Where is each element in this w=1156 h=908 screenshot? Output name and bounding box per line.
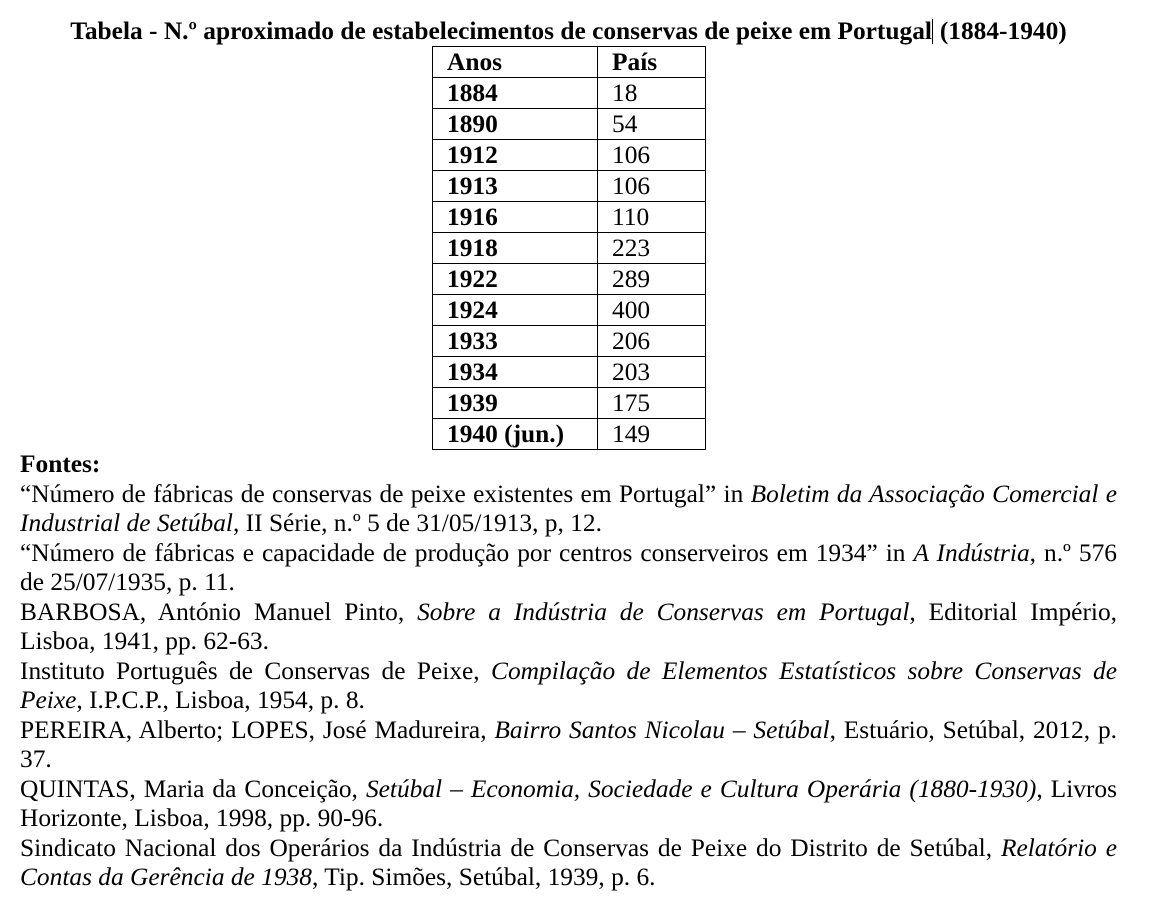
year-cell: 1922 bbox=[433, 264, 598, 295]
establishments-count-cell: 54 bbox=[598, 109, 706, 140]
column-header-anos: Anos bbox=[433, 47, 598, 78]
year-cell: 1934 bbox=[433, 357, 598, 388]
year-cell: 1890 bbox=[433, 109, 598, 140]
year-cell: 1912 bbox=[433, 140, 598, 171]
table-title bbox=[20, 17, 1117, 46]
source-text: , Editorial Império, bbox=[909, 597, 1118, 626]
table-row bbox=[433, 419, 706, 450]
source-line bbox=[20, 775, 1117, 805]
source-title-text: Industrial de Setúbal bbox=[20, 509, 233, 537]
establishments-table bbox=[432, 46, 706, 450]
source-line bbox=[20, 745, 1117, 775]
source-title-text: Contas da Gerência de 1938 bbox=[20, 863, 312, 891]
source-text: Lisboa, 1941, pp. 62-63. bbox=[20, 627, 269, 655]
table-body bbox=[433, 78, 706, 450]
source-entry bbox=[20, 716, 1117, 775]
source-text: “Número de fábricas de conservas de peixe existentes em Portugal” in bbox=[20, 479, 751, 508]
source-entry bbox=[20, 834, 1117, 893]
year-cell: 1924 bbox=[433, 295, 598, 326]
establishments-count-cell: 289 bbox=[598, 264, 706, 295]
column-header-pais: País bbox=[598, 47, 706, 78]
establishments-count-cell: 175 bbox=[598, 388, 706, 419]
year-cell: 1913 bbox=[433, 171, 598, 202]
source-title-text: A Indústria bbox=[913, 538, 1030, 567]
sources-list bbox=[20, 480, 1117, 893]
source-line bbox=[20, 509, 1117, 539]
table-header-row bbox=[433, 47, 706, 78]
table-row bbox=[433, 233, 706, 264]
source-title-text: Relatório e bbox=[1000, 833, 1118, 862]
source-title-text: Sobre a Indústria de Conservas em Portugal bbox=[417, 597, 910, 626]
sources-section bbox=[20, 450, 1117, 893]
source-title-text: Setúbal – Economia, Sociedade e Cultura Operária (1880-1930) bbox=[365, 774, 1037, 803]
source-line bbox=[20, 863, 1117, 893]
source-entry bbox=[20, 598, 1117, 657]
source-line bbox=[20, 834, 1117, 864]
table-row bbox=[433, 388, 706, 419]
source-line bbox=[20, 716, 1117, 746]
table-row bbox=[433, 202, 706, 233]
source-text: “Número de fábricas e capacidade de produção por centros conserveiros em 1934” in bbox=[20, 538, 914, 567]
table-row bbox=[433, 140, 706, 171]
year-cell: 1918 bbox=[433, 233, 598, 264]
source-text: Horizonte, Lisboa, 1998, pp. 90-96. bbox=[20, 804, 384, 832]
source-line bbox=[20, 686, 1117, 716]
establishments-count-cell: 149 bbox=[598, 419, 706, 450]
source-entry bbox=[20, 775, 1117, 834]
source-line bbox=[20, 598, 1117, 628]
source-text: Sindicato Nacional dos Operários da Indústria de Conservas de Peixe do Distrito de Setúbal, bbox=[20, 833, 1001, 862]
source-title-text: Compilação de Elementos Estatísticos sobre Conservas de bbox=[491, 656, 1117, 685]
source-line bbox=[20, 568, 1117, 598]
source-title-text: Bairro Santos Nicolau – Setúbal bbox=[494, 715, 830, 744]
source-line bbox=[20, 627, 1117, 657]
source-text: , Tip. Simões, Setúbal, 1939, p. 6. bbox=[311, 863, 656, 891]
table-row bbox=[433, 264, 706, 295]
table-row bbox=[433, 78, 706, 109]
table-row bbox=[433, 295, 706, 326]
table-title-text: Tabela - N.º aproximado de estabelecimentos de conservas de peixe em Portugal bbox=[70, 17, 932, 45]
establishments-count-cell: 223 bbox=[598, 233, 706, 264]
source-text: , n.º 576 bbox=[1029, 538, 1117, 567]
establishments-count-cell: 18 bbox=[598, 78, 706, 109]
year-cell: 1884 bbox=[433, 78, 598, 109]
source-line bbox=[20, 480, 1117, 510]
table-row bbox=[433, 326, 706, 357]
year-cell: 1940 (jun.) bbox=[433, 419, 598, 450]
establishments-count-cell: 206 bbox=[598, 326, 706, 357]
year-cell: 1916 bbox=[433, 202, 598, 233]
source-text: Instituto Português de Conservas de Peixe, bbox=[20, 656, 492, 685]
source-entry bbox=[20, 539, 1117, 598]
source-line bbox=[20, 657, 1117, 687]
establishments-count-cell: 203 bbox=[598, 357, 706, 388]
source-text: , II Série, n.º 5 de 31/05/1913, p, 12. bbox=[232, 509, 602, 537]
year-cell: 1939 bbox=[433, 388, 598, 419]
source-entry bbox=[20, 657, 1117, 716]
source-text: PEREIRA, Alberto; LOPES, José Madureira, bbox=[20, 715, 495, 744]
source-text: , Estuário, Setúbal, 2012, p. bbox=[829, 715, 1117, 744]
source-text: , Livros bbox=[1036, 774, 1117, 803]
year-cell: 1933 bbox=[433, 326, 598, 357]
source-text: , I.P.C.P., Lisboa, 1954, p. 8. bbox=[76, 686, 365, 714]
table-row bbox=[433, 171, 706, 202]
source-text: QUINTAS, Maria da Conceição, bbox=[20, 774, 366, 803]
source-title-text: Peixe bbox=[20, 686, 77, 714]
table-row bbox=[433, 357, 706, 388]
establishments-count-cell: 400 bbox=[598, 295, 706, 326]
source-line bbox=[20, 804, 1117, 834]
table-row bbox=[433, 109, 706, 140]
source-entry bbox=[20, 480, 1117, 539]
source-line bbox=[20, 539, 1117, 569]
establishments-count-cell: 106 bbox=[598, 140, 706, 171]
table-title-years: (1884-1940) bbox=[933, 17, 1067, 45]
establishments-count-cell: 106 bbox=[598, 171, 706, 202]
establishments-count-cell: 110 bbox=[598, 202, 706, 233]
source-title-text: Boletim da Associação Comercial e bbox=[750, 479, 1118, 508]
table-header bbox=[433, 47, 706, 78]
sources-heading: Fontes: bbox=[20, 450, 101, 478]
source-text: de 25/07/1935, p. 11. bbox=[20, 568, 235, 596]
source-text: 37. bbox=[20, 745, 52, 773]
source-text: BARBOSA, António Manuel Pinto, bbox=[20, 597, 418, 626]
